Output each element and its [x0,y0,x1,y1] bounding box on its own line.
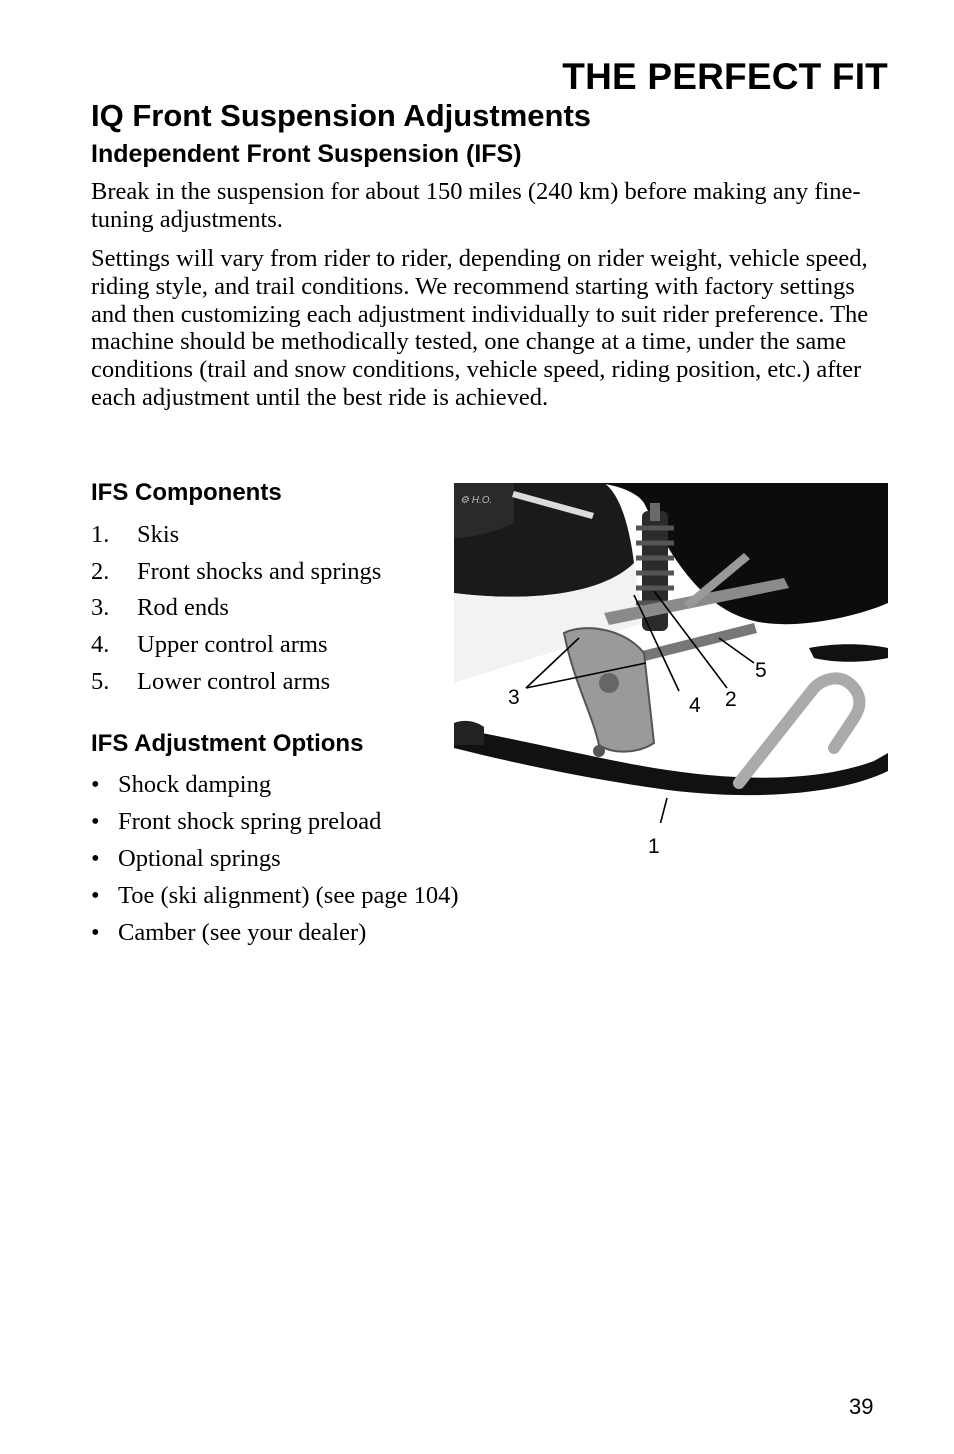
callout-2: 2 [725,688,737,711]
break-in-paragraph: Break in the suspension for about 150 miles (240 km) before making any fine-tuning adjustments. [91,178,861,233]
section-title: THE PERFECT FIT [562,56,888,97]
list-item: • Optional springs [91,844,281,872]
list-item: • Front shock spring preload [91,807,382,835]
list-item: 3. Rod ends [91,594,229,622]
suspension-photo [454,483,888,823]
page-heading: IQ Front Suspension Adjustments [91,98,592,133]
options-heading: IFS Adjustment Options [91,730,364,757]
list-item: • Shock damping [91,771,272,798]
page-number: 39 [849,1394,874,1419]
page-subheading: Independent Front Suspension (IFS) [91,140,522,168]
list-item: 5. Lower control arms [91,667,331,695]
settings-paragraph: Settings will vary from rider to rider, depending on rider weight, vehicle speed, riding style, and trail conditions. We recommend starting with factory settings and then customizing each adjustment individually to suit rider preference. The machine should be methodically tested, one change at a time, under the same conditions (trail and snow conditions, vehicle speed, riding position, etc.) after each adjustment until the best ride is achieved. [91,245,869,411]
callout-3: 3 [508,686,520,709]
callout-5: 5 [755,659,767,682]
svg-text:⚙ H.O.: ⚙ H.O. [460,495,493,506]
options-list [91,767,459,951]
list-item: • Camber (see your dealer) [91,918,367,946]
components-heading: IFS Components [91,479,282,506]
callout-1: 1 [648,835,660,858]
callout-4: 4 [689,694,701,717]
list-item: 4. Upper control arms [91,631,328,659]
list-item: 2. Front shocks and springs [91,557,382,585]
list-item: • Toe (ski alignment) (see page 104) [91,881,459,909]
list-item: 1. Skis [91,521,180,548]
components-list [91,517,381,700]
